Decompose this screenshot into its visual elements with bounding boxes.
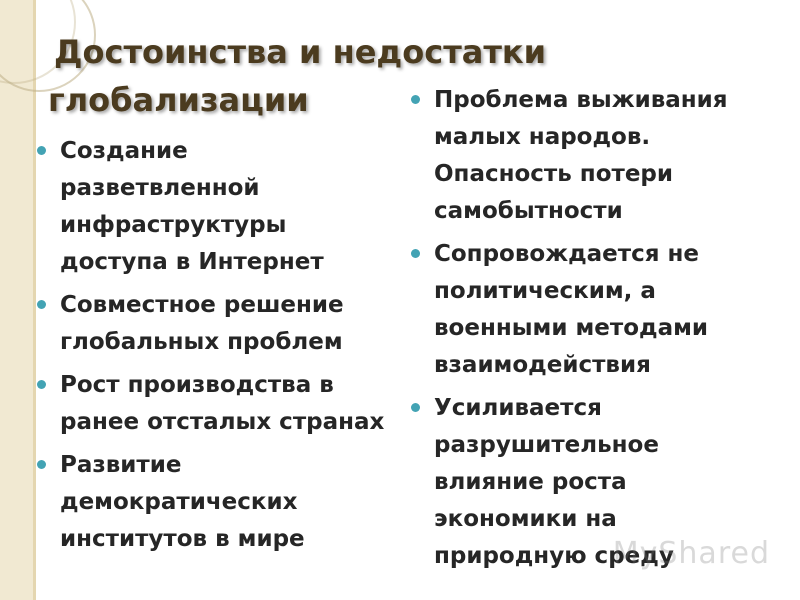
bullet-icon [411,403,420,412]
item-text-line: влияние роста [434,469,627,495]
bullet-icon [37,300,46,309]
disadvantages-list [408,82,788,581]
disadvantage-item [408,236,788,384]
item-text-line: Развитие [60,452,182,478]
item-text-line: Совместное решение [60,292,344,318]
advantage-item [34,287,404,361]
bullet-icon [37,460,46,469]
item-text-line: политическим, а [434,278,656,304]
item-text-line: Рост производства в [60,372,334,398]
item-text-line: малых народов. [434,124,651,150]
title-line: глобализации [48,81,309,119]
title-line: Достоинства и недостатки [54,33,547,71]
item-text-line: Создание [60,138,188,164]
item-text-line: инфраструктуры [60,212,287,238]
item-text-line: ранее отсталых странах [60,409,385,435]
item-text-line: доступа в Интернет [60,249,324,275]
bullet-icon [37,380,46,389]
advantage-item [34,133,404,281]
item-text-line: разветвленной [60,175,260,201]
disadvantage-item [408,82,788,230]
advantages-list [34,133,404,564]
item-text-line: самобытности [434,198,623,224]
item-text-line: взаимодействия [434,352,651,378]
bullet-icon [411,249,420,258]
item-text-line: Сопровождается не [434,241,700,267]
item-text-line: глобальных проблем [60,329,343,355]
bullet-icon [37,146,46,155]
item-text-line: военными методами [434,315,709,341]
advantage-item [34,447,404,558]
item-text-line: Усиливается [434,395,602,421]
item-text-line: разрушительное [434,432,659,458]
item-text-line: природную среду [434,543,674,569]
item-text-line: Проблема выживания [434,87,728,113]
bullet-icon [411,95,420,104]
item-text-line: Опасность потери [434,161,674,187]
item-text-line: институтов в мире [60,526,305,552]
advantage-item [34,367,404,441]
item-text-line: демократических [60,489,298,515]
watermark: MyShared [612,536,770,571]
item-text-line: экономики на [434,506,617,532]
